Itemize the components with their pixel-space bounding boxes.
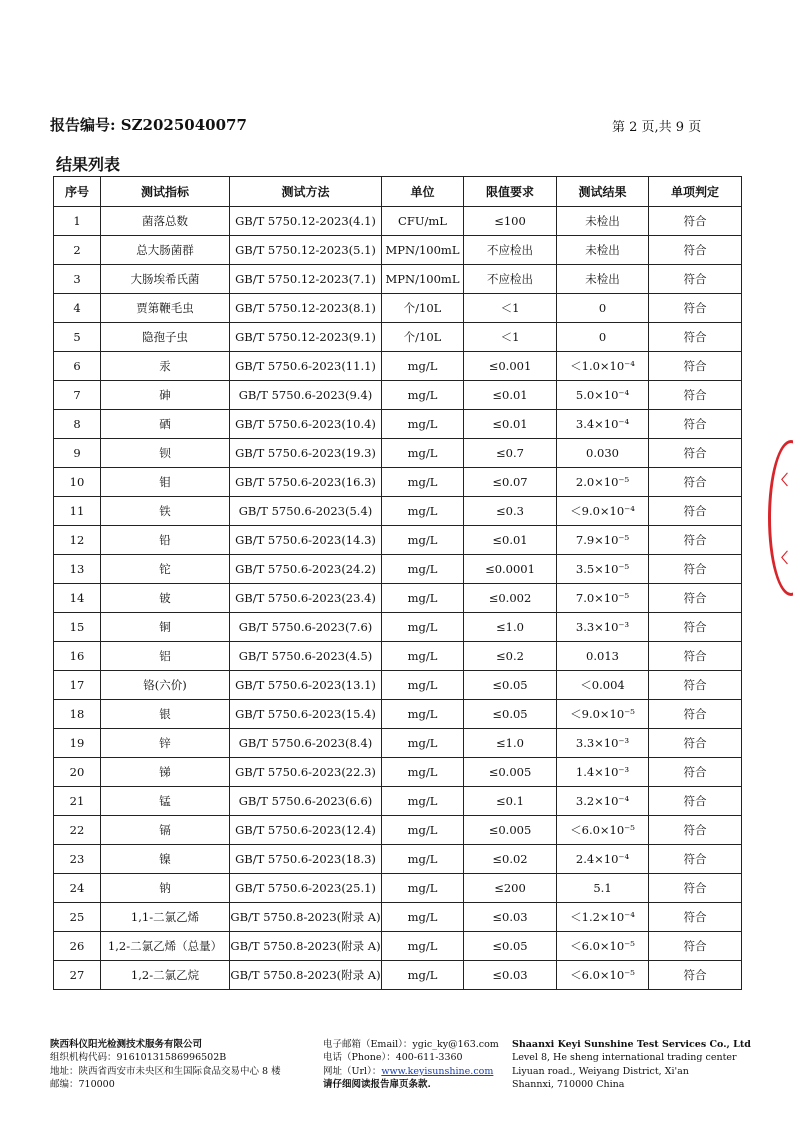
cell-index: 21 bbox=[54, 787, 101, 816]
header-method: 测试方法 bbox=[230, 177, 382, 207]
cell-unit: mg/L bbox=[382, 874, 464, 903]
table-row bbox=[54, 787, 742, 816]
cell-judgement: 符合 bbox=[649, 323, 742, 352]
cell-limit: ≤0.05 bbox=[464, 671, 557, 700]
cell-index: 11 bbox=[54, 497, 101, 526]
footer-email: 电子邮箱（Email）：ygic_ky@163.com bbox=[323, 1039, 499, 1050]
cell-unit: mg/L bbox=[382, 729, 464, 758]
cell-index: 1 bbox=[54, 207, 101, 236]
footer-company-info bbox=[50, 1038, 281, 1091]
cell-limit: ≤100 bbox=[464, 207, 557, 236]
cell-index: 26 bbox=[54, 932, 101, 961]
table-row bbox=[54, 439, 742, 468]
cell-judgement: 符合 bbox=[649, 497, 742, 526]
cell-result: 0.030 bbox=[557, 439, 649, 468]
cell-unit: mg/L bbox=[382, 555, 464, 584]
cell-unit: MPN/100mL bbox=[382, 265, 464, 294]
cell-index: 23 bbox=[54, 845, 101, 874]
page-indicator: 第 2 页,共 9 页 bbox=[612, 120, 702, 135]
cell-method: GB/T 5750.8-2023(附录 A) bbox=[230, 903, 382, 932]
cell-unit: mg/L bbox=[382, 816, 464, 845]
cell-judgement: 符合 bbox=[649, 700, 742, 729]
footer-notice: 请仔细阅读报告扉页条款. bbox=[323, 1078, 431, 1090]
cell-result: 3.5×10⁻⁵ bbox=[557, 555, 649, 584]
cell-indicator: 硒 bbox=[101, 410, 230, 439]
cell-limit: ＜1 bbox=[464, 323, 557, 352]
cell-method: GB/T 5750.6-2023(24.2) bbox=[230, 555, 382, 584]
cell-indicator: 铁 bbox=[101, 497, 230, 526]
cell-judgement: 符合 bbox=[649, 642, 742, 671]
cell-index: 6 bbox=[54, 352, 101, 381]
header-limit: 限值要求 bbox=[464, 177, 557, 207]
cell-indicator: 大肠埃希氏菌 bbox=[101, 265, 230, 294]
cell-method: GB/T 5750.6-2023(19.3) bbox=[230, 439, 382, 468]
cell-judgement: 符合 bbox=[649, 874, 742, 903]
cell-judgement: 符合 bbox=[649, 207, 742, 236]
cell-indicator: 1,2-二氯乙烯（总量） bbox=[101, 932, 230, 961]
cell-limit: ≤0.001 bbox=[464, 352, 557, 381]
cell-judgement: 符合 bbox=[649, 468, 742, 497]
cell-index: 7 bbox=[54, 381, 101, 410]
cell-index: 2 bbox=[54, 236, 101, 265]
cell-unit: mg/L bbox=[382, 439, 464, 468]
cell-index: 8 bbox=[54, 410, 101, 439]
cell-unit: mg/L bbox=[382, 497, 464, 526]
cell-judgement: 符合 bbox=[649, 584, 742, 613]
cell-limit: ≤0.01 bbox=[464, 381, 557, 410]
cell-result: 3.3×10⁻³ bbox=[557, 729, 649, 758]
cell-result: ＜1.2×10⁻⁴ bbox=[557, 903, 649, 932]
cell-indicator: 镉 bbox=[101, 816, 230, 845]
cell-method: GB/T 5750.6-2023(25.1) bbox=[230, 874, 382, 903]
table-row bbox=[54, 236, 742, 265]
cell-method: GB/T 5750.12-2023(4.1) bbox=[230, 207, 382, 236]
cell-method: GB/T 5750.6-2023(23.4) bbox=[230, 584, 382, 613]
footer-address-en-line1: Level 8, He sheng international trading center bbox=[512, 1052, 737, 1064]
table-row bbox=[54, 642, 742, 671]
report-number: 报告编号: SZ2025040077 bbox=[50, 116, 247, 134]
cell-indicator: 1,2-二氯乙烷 bbox=[101, 961, 230, 990]
table-row bbox=[54, 932, 742, 961]
table-row bbox=[54, 555, 742, 584]
cell-judgement: 符合 bbox=[649, 381, 742, 410]
cell-method: GB/T 5750.8-2023(附录 A) bbox=[230, 932, 382, 961]
cell-unit: mg/L bbox=[382, 903, 464, 932]
stamp-seal bbox=[768, 440, 793, 596]
footer-address-en-line3: Shannxi, 710000 China bbox=[512, 1078, 625, 1090]
cell-indicator: 钠 bbox=[101, 874, 230, 903]
cell-limit: ≤0.05 bbox=[464, 932, 557, 961]
cell-unit: mg/L bbox=[382, 381, 464, 410]
cell-limit: ≤0.1 bbox=[464, 787, 557, 816]
table-row bbox=[54, 816, 742, 845]
cell-result: ＜6.0×10⁻⁵ bbox=[557, 961, 649, 990]
cell-result: ＜6.0×10⁻⁵ bbox=[557, 932, 649, 961]
cell-index: 19 bbox=[54, 729, 101, 758]
cell-judgement: 符合 bbox=[649, 729, 742, 758]
cell-unit: mg/L bbox=[382, 700, 464, 729]
cell-unit: mg/L bbox=[382, 932, 464, 961]
cell-limit: ≤1.0 bbox=[464, 613, 557, 642]
cell-unit: mg/L bbox=[382, 758, 464, 787]
cell-result: 未检出 bbox=[557, 207, 649, 236]
cell-unit: mg/L bbox=[382, 613, 464, 642]
cell-result: 未检出 bbox=[557, 265, 649, 294]
cell-result: ＜9.0×10⁻⁵ bbox=[557, 700, 649, 729]
table-row bbox=[54, 352, 742, 381]
cell-judgement: 符合 bbox=[649, 816, 742, 845]
cell-limit: ≤0.7 bbox=[464, 439, 557, 468]
cell-indicator: 隐孢子虫 bbox=[101, 323, 230, 352]
cell-method: GB/T 5750.6-2023(11.1) bbox=[230, 352, 382, 381]
table-row bbox=[54, 874, 742, 903]
cell-method: GB/T 5750.12-2023(7.1) bbox=[230, 265, 382, 294]
cell-index: 25 bbox=[54, 903, 101, 932]
cell-result: 3.2×10⁻⁴ bbox=[557, 787, 649, 816]
cell-result: 2.4×10⁻⁴ bbox=[557, 845, 649, 874]
cell-result: 1.4×10⁻³ bbox=[557, 758, 649, 787]
cell-judgement: 符合 bbox=[649, 439, 742, 468]
cell-unit: mg/L bbox=[382, 845, 464, 874]
cell-limit: ≤0.005 bbox=[464, 816, 557, 845]
cell-unit: mg/L bbox=[382, 961, 464, 990]
cell-index: 3 bbox=[54, 265, 101, 294]
table-row bbox=[54, 729, 742, 758]
cell-method: GB/T 5750.12-2023(8.1) bbox=[230, 294, 382, 323]
cell-judgement: 符合 bbox=[649, 555, 742, 584]
results-table bbox=[53, 176, 742, 990]
header-index: 序号 bbox=[54, 177, 101, 207]
cell-unit: mg/L bbox=[382, 526, 464, 555]
cell-limit: ≤0.005 bbox=[464, 758, 557, 787]
cell-method: GB/T 5750.12-2023(5.1) bbox=[230, 236, 382, 265]
cell-indicator: 铅 bbox=[101, 526, 230, 555]
cell-method: GB/T 5750.6-2023(7.6) bbox=[230, 613, 382, 642]
cell-unit: mg/L bbox=[382, 642, 464, 671]
cell-result: 0.013 bbox=[557, 642, 649, 671]
cell-indicator: 锰 bbox=[101, 787, 230, 816]
table-header-row bbox=[54, 177, 742, 207]
section-title: 结果列表 bbox=[56, 155, 121, 174]
cell-judgement: 符合 bbox=[649, 961, 742, 990]
cell-unit: MPN/100mL bbox=[382, 236, 464, 265]
cell-indicator: 汞 bbox=[101, 352, 230, 381]
cell-limit: ≤0.03 bbox=[464, 961, 557, 990]
cell-result: 7.0×10⁻⁵ bbox=[557, 584, 649, 613]
table-row bbox=[54, 961, 742, 990]
cell-indicator: 贾第鞭毛虫 bbox=[101, 294, 230, 323]
cell-unit: mg/L bbox=[382, 584, 464, 613]
cell-method: GB/T 5750.6-2023(15.4) bbox=[230, 700, 382, 729]
stamp-seal-mark: 〈 bbox=[774, 473, 788, 489]
cell-indicator: 锑 bbox=[101, 758, 230, 787]
cell-index: 17 bbox=[54, 671, 101, 700]
cell-method: GB/T 5750.8-2023(附录 A) bbox=[230, 961, 382, 990]
cell-result: 3.3×10⁻³ bbox=[557, 613, 649, 642]
cell-index: 24 bbox=[54, 874, 101, 903]
cell-limit: ≤0.05 bbox=[464, 700, 557, 729]
table-row bbox=[54, 207, 742, 236]
cell-limit: ＜1 bbox=[464, 294, 557, 323]
cell-result: 5.1 bbox=[557, 874, 649, 903]
cell-unit: CFU/mL bbox=[382, 207, 464, 236]
cell-result: ＜1.0×10⁻⁴ bbox=[557, 352, 649, 381]
cell-judgement: 符合 bbox=[649, 526, 742, 555]
cell-indicator: 1,1-二氯乙烯 bbox=[101, 903, 230, 932]
cell-indicator: 砷 bbox=[101, 381, 230, 410]
cell-judgement: 符合 bbox=[649, 410, 742, 439]
cell-indicator: 铬(六价) bbox=[101, 671, 230, 700]
table-row bbox=[54, 613, 742, 642]
cell-judgement: 符合 bbox=[649, 787, 742, 816]
table-body bbox=[54, 207, 742, 990]
cell-index: 9 bbox=[54, 439, 101, 468]
cell-method: GB/T 5750.6-2023(5.4) bbox=[230, 497, 382, 526]
cell-unit: mg/L bbox=[382, 468, 464, 497]
cell-judgement: 符合 bbox=[649, 903, 742, 932]
table-row bbox=[54, 410, 742, 439]
cell-result: 0 bbox=[557, 294, 649, 323]
footer-company-name: 陕西科仪阳光检测技术服务有限公司 bbox=[50, 1039, 203, 1050]
cell-indicator: 铊 bbox=[101, 555, 230, 584]
cell-index: 20 bbox=[54, 758, 101, 787]
cell-indicator: 菌落总数 bbox=[101, 207, 230, 236]
cell-method: GB/T 5750.6-2023(13.1) bbox=[230, 671, 382, 700]
stamp-seal-mark: 〈 bbox=[774, 551, 788, 567]
cell-method: GB/T 5750.6-2023(16.3) bbox=[230, 468, 382, 497]
cell-method: GB/T 5750.6-2023(22.3) bbox=[230, 758, 382, 787]
cell-indicator: 锌 bbox=[101, 729, 230, 758]
footer-contact-info bbox=[323, 1038, 499, 1091]
cell-indicator: 镍 bbox=[101, 845, 230, 874]
cell-limit: ≤0.3 bbox=[464, 497, 557, 526]
footer-phone: 电话（Phone）：400-611-3360 bbox=[323, 1052, 463, 1064]
cell-index: 4 bbox=[54, 294, 101, 323]
cell-limit: ≤0.2 bbox=[464, 642, 557, 671]
cell-limit: ≤0.02 bbox=[464, 845, 557, 874]
cell-indicator: 铝 bbox=[101, 642, 230, 671]
cell-unit: mg/L bbox=[382, 671, 464, 700]
cell-limit: ≤1.0 bbox=[464, 729, 557, 758]
cell-indicator: 银 bbox=[101, 700, 230, 729]
table-row bbox=[54, 323, 742, 352]
table-row bbox=[54, 845, 742, 874]
cell-method: GB/T 5750.6-2023(6.6) bbox=[230, 787, 382, 816]
cell-limit: ≤0.01 bbox=[464, 410, 557, 439]
cell-result: 7.9×10⁻⁵ bbox=[557, 526, 649, 555]
cell-unit: 个/10L bbox=[382, 323, 464, 352]
cell-result: 2.0×10⁻⁵ bbox=[557, 468, 649, 497]
cell-method: GB/T 5750.6-2023(10.4) bbox=[230, 410, 382, 439]
cell-method: GB/T 5750.6-2023(14.3) bbox=[230, 526, 382, 555]
cell-indicator: 钡 bbox=[101, 439, 230, 468]
footer-url-label: 网址（Url）： bbox=[323, 1065, 382, 1077]
cell-index: 12 bbox=[54, 526, 101, 555]
cell-limit: ≤0.07 bbox=[464, 468, 557, 497]
cell-judgement: 符合 bbox=[649, 613, 742, 642]
cell-method: GB/T 5750.6-2023(12.4) bbox=[230, 816, 382, 845]
cell-indicator: 钼 bbox=[101, 468, 230, 497]
cell-judgement: 符合 bbox=[649, 845, 742, 874]
cell-indicator: 铍 bbox=[101, 584, 230, 613]
footer-address: 地址：陕西省西安市未央区和生国际食品交易中心 8 楼 bbox=[50, 1065, 281, 1077]
cell-unit: 个/10L bbox=[382, 294, 464, 323]
cell-unit: mg/L bbox=[382, 410, 464, 439]
header-unit: 单位 bbox=[382, 177, 464, 207]
cell-index: 22 bbox=[54, 816, 101, 845]
cell-index: 5 bbox=[54, 323, 101, 352]
cell-judgement: 符合 bbox=[649, 671, 742, 700]
header-result: 测试结果 bbox=[557, 177, 649, 207]
cell-judgement: 符合 bbox=[649, 294, 742, 323]
cell-unit: mg/L bbox=[382, 787, 464, 816]
cell-result: 0 bbox=[557, 323, 649, 352]
cell-result: ＜6.0×10⁻⁵ bbox=[557, 816, 649, 845]
table-row bbox=[54, 584, 742, 613]
footer-org-code: 组织机构代码：91610131586996502B bbox=[50, 1052, 227, 1064]
cell-method: GB/T 5750.12-2023(9.1) bbox=[230, 323, 382, 352]
cell-judgement: 符合 bbox=[649, 352, 742, 381]
cell-result: ＜0.004 bbox=[557, 671, 649, 700]
cell-index: 16 bbox=[54, 642, 101, 671]
cell-limit: ≤0.0001 bbox=[464, 555, 557, 584]
table-row bbox=[54, 758, 742, 787]
cell-indicator: 总大肠菌群 bbox=[101, 236, 230, 265]
cell-index: 27 bbox=[54, 961, 101, 990]
footer-company-name-en: Shaanxi Keyi Sunshine Test Services Co., Ltd bbox=[512, 1039, 751, 1050]
table-row bbox=[54, 671, 742, 700]
cell-limit: ≤200 bbox=[464, 874, 557, 903]
cell-limit: ≤0.01 bbox=[464, 526, 557, 555]
table-row bbox=[54, 294, 742, 323]
table-row bbox=[54, 497, 742, 526]
cell-indicator: 铜 bbox=[101, 613, 230, 642]
cell-limit: ≤0.002 bbox=[464, 584, 557, 613]
cell-result: 3.4×10⁻⁴ bbox=[557, 410, 649, 439]
table-row bbox=[54, 381, 742, 410]
footer-address-en-line2: Liyuan road., Weiyang District, Xi'an bbox=[512, 1065, 689, 1077]
cell-method: GB/T 5750.6-2023(8.4) bbox=[230, 729, 382, 758]
cell-judgement: 符合 bbox=[649, 932, 742, 961]
cell-index: 10 bbox=[54, 468, 101, 497]
cell-judgement: 符合 bbox=[649, 265, 742, 294]
cell-index: 18 bbox=[54, 700, 101, 729]
cell-judgement: 符合 bbox=[649, 236, 742, 265]
cell-result: 5.0×10⁻⁴ bbox=[557, 381, 649, 410]
cell-result: ＜9.0×10⁻⁴ bbox=[557, 497, 649, 526]
footer-english-info bbox=[512, 1038, 751, 1091]
cell-judgement: 符合 bbox=[649, 758, 742, 787]
table-row bbox=[54, 903, 742, 932]
footer-website-link[interactable]: www.keyisunshine.com bbox=[381, 1065, 494, 1077]
table-row bbox=[54, 468, 742, 497]
cell-result: 未检出 bbox=[557, 236, 649, 265]
table-row bbox=[54, 526, 742, 555]
cell-method: GB/T 5750.6-2023(9.4) bbox=[230, 381, 382, 410]
header-indicator: 测试指标 bbox=[101, 177, 230, 207]
footer-postcode: 邮编：710000 bbox=[50, 1078, 115, 1090]
cell-limit: 不应检出 bbox=[464, 265, 557, 294]
table-row bbox=[54, 265, 742, 294]
cell-method: GB/T 5750.6-2023(4.5) bbox=[230, 642, 382, 671]
cell-index: 14 bbox=[54, 584, 101, 613]
cell-limit: ≤0.03 bbox=[464, 903, 557, 932]
cell-index: 13 bbox=[54, 555, 101, 584]
cell-method: GB/T 5750.6-2023(18.3) bbox=[230, 845, 382, 874]
cell-index: 15 bbox=[54, 613, 101, 642]
table-row bbox=[54, 700, 742, 729]
header-judgement: 单项判定 bbox=[649, 177, 742, 207]
cell-limit: 不应检出 bbox=[464, 236, 557, 265]
cell-unit: mg/L bbox=[382, 352, 464, 381]
